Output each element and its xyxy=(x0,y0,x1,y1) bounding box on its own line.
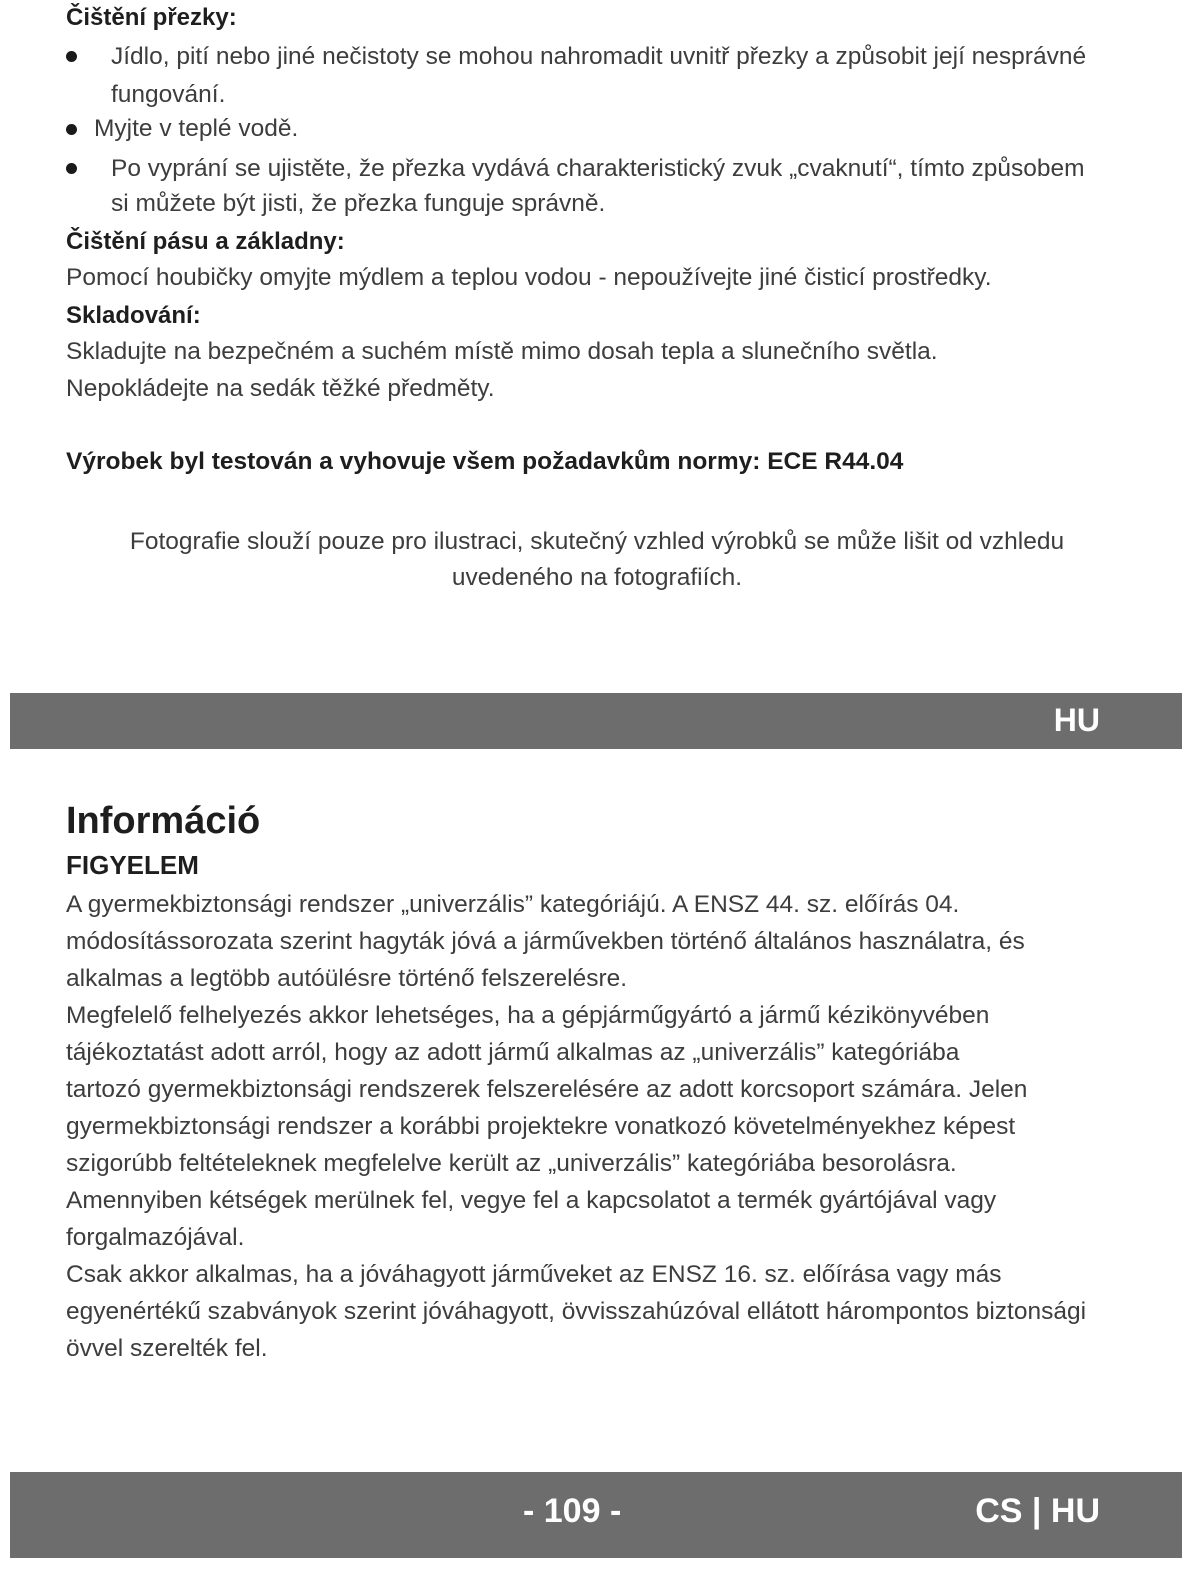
body-line: alkalmas a legtöbb autóülésre történő felszerelésre. xyxy=(66,965,628,992)
buckle-item-1-line-1: Jídlo, pití nebo jiné nečistoty se mohou nahromadit uvnitř přezky a způsobit její nesprávné xyxy=(111,43,1087,70)
hu-body-text xyxy=(66,886,1126,1367)
section-language-label: HU xyxy=(1053,702,1100,738)
buckle-item-3-line-1: Po vyprání se ujistěte, že přezka vydává charakteristický zvuk „cvaknutí“, tímto způsobem xyxy=(111,155,1085,182)
body-line: övvel szerelték fel. xyxy=(66,1335,268,1362)
page-footer xyxy=(10,1472,1182,1558)
belt-cleaning-text: Pomocí houbičky omyjte mýdlem a teplou vodou - nepoužívejte jiné čisticí prostředky. xyxy=(66,264,992,291)
buckle-cleaning-heading: Čištění přezky: xyxy=(66,4,237,31)
photo-disclaimer: Fotografie slouží pouze pro ilustraci, skutečný vzhled výrobků se může lišit od vzhledu uvedeného na fotografiích. xyxy=(129,528,1065,591)
body-line: módosítássorozata szerint hagyták jóvá a járművekben történő általános használatra, és xyxy=(66,928,1025,955)
body-line: gyermekbiztonsági rendszer a korábbi projektekre vonatkozó követelményekhez képest xyxy=(66,1113,1016,1140)
body-line: forgalmazójával. xyxy=(66,1224,245,1251)
body-line: Csak akkor alkalmas, ha a jóváhagyott járműveket az ENSZ 16. sz. előírása vagy más xyxy=(66,1261,1002,1288)
bullet-icon xyxy=(66,163,77,174)
bullet-icon xyxy=(66,51,77,62)
page-title: Információ xyxy=(66,800,261,842)
belt-cleaning-heading: Čištění pásu a základny: xyxy=(66,228,345,255)
bullet-icon xyxy=(66,124,77,135)
body-line: szigorúbb feltételeknek megfelelve került az „univerzális” kategóriába besorolásra. xyxy=(66,1150,957,1177)
compliance-statement: Výrobek byl testován a vyhovuje všem požadavkům normy: ECE R44.04 xyxy=(66,448,904,475)
storage-heading: Skladování: xyxy=(66,302,201,329)
body-line: Megfelelő felhelyezés akkor lehetséges, ha a gépjárműgyártó a jármű kézikönyvében xyxy=(66,1002,990,1029)
buckle-item-1-line-2: fungování. xyxy=(111,81,226,108)
language-section-bar xyxy=(10,693,1182,749)
body-line: Amennyiben kétségek merülnek fel, vegye fel a kapcsolatot a termék gyártójával vagy xyxy=(66,1187,997,1214)
footer-languages: CS | HU xyxy=(975,1492,1100,1530)
warning-subtitle: FIGYELEM xyxy=(66,850,199,880)
buckle-item-3-line-2: si můžete být jisti, že přezka funguje správně. xyxy=(111,190,606,217)
storage-line-2: Nepokládejte na sedák těžké předměty. xyxy=(66,375,495,402)
buckle-item-2: Myjte v teplé vodě. xyxy=(94,115,299,142)
storage-line-1: Skladujte na bezpečném a suchém místě mimo dosah tepla a slunečního světla. xyxy=(66,338,938,365)
body-line: tájékoztatást adott arról, hogy az adott jármű alkalmas az „univerzális” kategóriába xyxy=(66,1039,960,1066)
body-line: egyenértékű szabványok szerint jóváhagyott, övvisszahúzóval ellátott hárompontos biztonsági xyxy=(66,1298,1087,1325)
page-number: - 109 - xyxy=(523,1492,622,1530)
body-line: A gyermekbiztonsági rendszer „univerzális” kategóriájú. A ENSZ 44. sz. előírás 04. xyxy=(66,891,960,918)
body-line: tartozó gyermekbiztonsági rendszerek felszerelésére az adott korcsoport számára. Jelen xyxy=(66,1076,1028,1103)
